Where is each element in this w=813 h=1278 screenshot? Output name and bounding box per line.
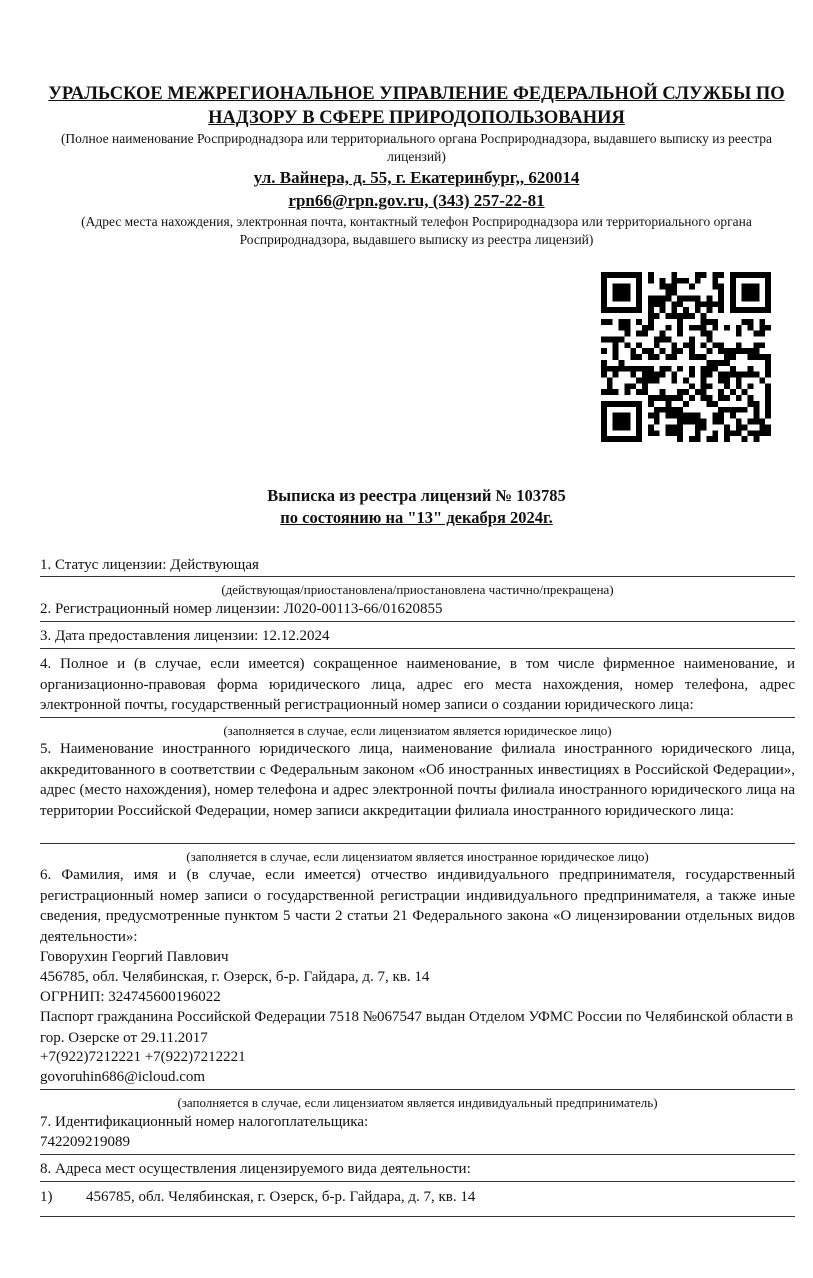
license-status-note: (действующая/приостановлена/приостановлена частично/прекращена) bbox=[221, 582, 614, 597]
foreign-entity-label: 5. Наименование иностранного юридического лица, наименование филиала иностранного юридического лица, аккредитованного в соответствии с Федеральным законом «Об иностранных инвестициях в Российской Федерации», адрес (место нахождения), номер телефона и адрес электронной почты филиала иностранного юридического лица на территории Российской Федерации, номер записи аккредитации филиала иностранного юридического лица: bbox=[40, 741, 795, 819]
inn-label: 7. Идентификационный номер налогоплательщика: bbox=[40, 1114, 369, 1130]
license-status: 1. Статус лицензии: Действующая bbox=[40, 557, 259, 573]
legal-entity-label: 4. Полное и (в случае, если имеется) сокращенное наименование, в том числе фирменное наименование, и организационно-правовая форма юридического лица, адрес его места нахождения, номер телефона, адрес электронной почты, государственный регистрационный номер записи о создании юридического лица: bbox=[40, 656, 795, 713]
qr-code-modules bbox=[601, 272, 771, 442]
place-item-address: 456785, обл. Челябинская, г. Озерск, б-р. Гайдара, д. 7, кв. 14 bbox=[86, 1189, 476, 1205]
individual-email: govoruhin686@icloud.com bbox=[40, 1069, 206, 1085]
divider bbox=[40, 843, 795, 844]
legal-entity-note: (заполняется в случае, если лицензиатом является юридическое лицо) bbox=[223, 723, 612, 738]
divider bbox=[40, 621, 795, 622]
divider bbox=[40, 1089, 795, 1090]
individual-name: Говорухин Георгий Павлович bbox=[40, 949, 229, 965]
inn-value: 742209219089 bbox=[40, 1134, 130, 1150]
license-reg-number: 2. Регистрационный номер лицензии: Л020-00113-66/01620855 bbox=[40, 601, 443, 617]
individual-address: 456785, обл. Челябинская, г. Озерск, б-р. Гайдара, д. 7, кв. 14 bbox=[40, 969, 430, 985]
divider bbox=[40, 576, 795, 577]
qr-code-icon bbox=[601, 272, 771, 442]
divider bbox=[40, 717, 795, 718]
place-item bbox=[40, 1187, 795, 1208]
divider bbox=[40, 648, 795, 649]
authority-name-note: (Полное наименование Росприроднадзора или территориального органа Росприроднадзора, выдавшего выписку из реестра лицензий) bbox=[60, 131, 773, 164]
divider bbox=[40, 1181, 795, 1182]
individual-passport: Паспорт гражданина Российской Федерации 7518 №067547 выдан Отделом УФМС России по Челябинской области в гор. Озерске от 29.11.2017 bbox=[40, 1009, 794, 1046]
authority-contacts: rpn66@rpn.gov.ru, (343) 257-22-81 bbox=[288, 191, 545, 210]
authority-address: ул. Вайнера, д. 55, г. Екатеринбург,, 620014 bbox=[253, 168, 580, 187]
document-title-number: Выписка из реестра лицензий № 103785 bbox=[267, 486, 566, 505]
individual-ogrnip: ОГРНИП: 324745600196022 bbox=[40, 989, 221, 1005]
divider bbox=[40, 1154, 795, 1155]
foreign-entity-note: (заполняется в случае, если лицензиатом является иностранное юридическое лицо) bbox=[186, 849, 649, 864]
document-title bbox=[40, 485, 793, 529]
divider bbox=[40, 1216, 795, 1217]
individual-label: 6. Фамилия, имя и (в случае, если имеется) отчество индивидуального предпринимателя, государственный регистрационный номер записи о государственной регистрации индивидуального предпринимателя, а также иные сведения, предусмотренные пунктом 5 части 2 статьи 21 Федерального закона «О лицензировании отдельных видов деятельности»: bbox=[40, 867, 795, 945]
individual-phones: +7(922)7212221 +7(922)7212221 bbox=[40, 1049, 246, 1065]
authority-name: УРАЛЬСКОЕ МЕЖРЕГИОНАЛЬНОЕ УПРАВЛЕНИЕ ФЕДЕРАЛЬНОЙ СЛУЖБЫ ПО НАДЗОРУ В СФЕРЕ ПРИРОДОПОЛЬЗОВАНИЯ bbox=[48, 84, 785, 128]
individual-note: (заполняется в случае, если лицензиатом является индивидуальный предприниматель) bbox=[177, 1095, 658, 1110]
authority-address-note: (Адрес места нахождения, электронная почта, контактный телефон Росприроднадзора или территориального органа Росприроднадзора, выдавшего выписку из реестра лицензий) bbox=[81, 214, 752, 247]
place-item-number: 1) bbox=[40, 1189, 53, 1205]
license-issue-date: 3. Дата предоставления лицензии: 12.12.2024 bbox=[40, 628, 330, 644]
places-label: 8. Адреса мест осуществления лицензируемого вида деятельности: bbox=[40, 1161, 471, 1177]
document-title-date: по состоянию на "13" декабря 2024г. bbox=[280, 508, 553, 527]
